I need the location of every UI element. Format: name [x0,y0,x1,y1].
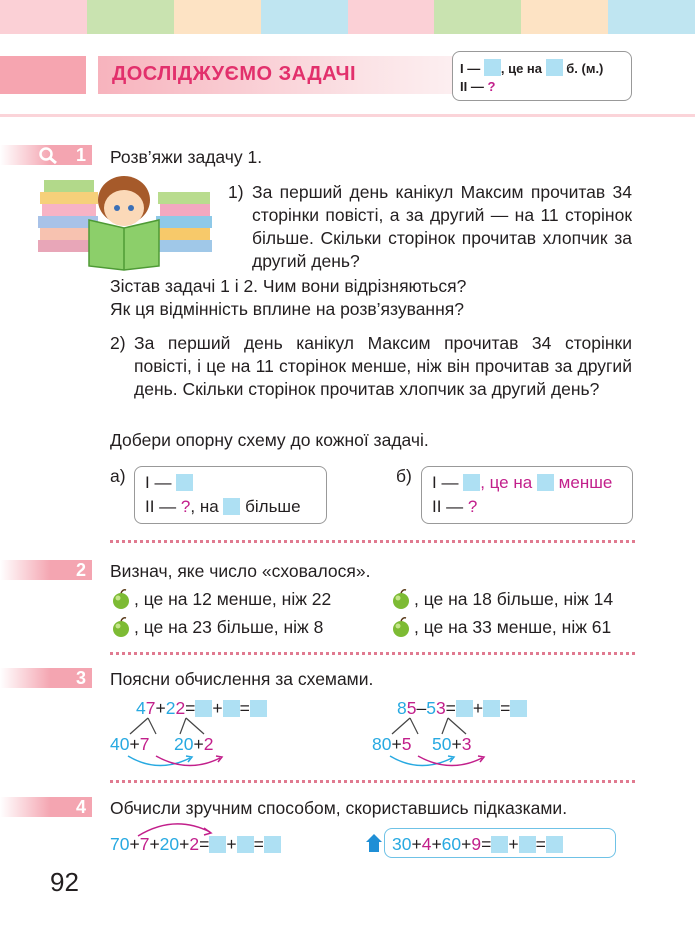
section-divider [110,780,635,783]
blank-box [250,700,267,717]
schema-text: , на [190,497,219,516]
blank-box [546,59,563,76]
blank-box [176,474,193,491]
task2-intro: Визнач, яке число «сховалося». [110,561,371,581]
task2-item: , це на 23 більше, ніж 8 [110,616,323,639]
blank-box [237,836,254,853]
schema-text: ІІ — [432,497,464,516]
blank-box [491,836,508,853]
task-number-3: 3 [0,668,92,688]
task4-left-expression: 70+7+20+2= + = [110,834,281,855]
problem1-text: За перший день канікул Максим прочитав 34 сторінки повісті, а за другий — на 11 сторінок більше. Скільки сторінок прочитав хлопчик за другий день? [252,182,632,271]
schema-text: менше [558,473,613,492]
problem1-number: 1) [228,182,244,202]
decomposition-parts: 40+7 [110,734,150,754]
task-number-4: 4 [0,797,92,817]
schema-a-label: а) [110,466,126,486]
header-divider [0,114,695,117]
task2-item: , це на 12 менше, ніж 22 [110,588,331,611]
decomposition-parts: 20+2 [174,734,214,754]
compare-question-2: Як ця відмінність вплине на розв’язування? [110,299,464,319]
task3-intro: Поясни обчислення за схемами. [110,669,374,689]
problem2-text: За перший день канікул Максим прочитав 34 сторінки повісті, і це на 11 сторінок менше, ніж він прочитав за другий день. Скільки сторінок прочитав хлопчик за другий день? [134,333,632,399]
house-icon [364,832,384,854]
task4-intro: Обчисли зручним способом, скориставшись підказками. [110,798,568,818]
section-divider [110,652,635,655]
page-title: ДОСЛІДЖУЄМО ЗАДАЧІ [112,63,357,85]
task-number-2: 2 [0,560,92,580]
header-tab [0,56,86,94]
blank-box [519,836,536,853]
blank-box [195,700,212,717]
blank-box [510,700,527,717]
blank-box [483,700,500,717]
blank-box [223,700,240,717]
blank-box [546,836,563,853]
task-number-1: 1 [0,145,92,165]
legend-text: б. (м.) [566,61,604,76]
magnifier-icon [38,146,60,164]
apple-icon [110,617,132,637]
legend-text: І — [460,61,481,76]
schema-text: більше [245,497,301,516]
blank-box [209,836,226,853]
page-number: 92 [50,867,79,897]
task2-item: , це на 33 менше, ніж 61 [390,616,611,639]
apple-icon [390,589,412,609]
blank-box [463,474,480,491]
task1-intro: Розв’яжи задачу 1. [110,147,263,167]
blank-box [264,836,281,853]
schema-text: І — [145,473,172,492]
apple-icon [390,617,412,637]
section-divider [110,540,635,543]
schema-question: ? [180,497,191,516]
problem2-number: 2) [110,333,126,353]
schema-b-box [421,466,633,524]
schema-a-box [134,466,327,524]
schema-text: ІІ — [145,497,177,516]
decomposition-parts: 80+5 [372,734,412,754]
blank-box [484,59,501,76]
task4-right-expression: 30+4+60+9= + = [392,834,563,855]
schema-text: , це на [480,473,533,492]
apple-icon [110,589,132,609]
blank-box [537,474,554,491]
blank-box [456,700,473,717]
compare-question: Зістав задачі 1 і 2. Чим вони відрізняються? [110,276,467,296]
decomposition-parts: 50+3 [432,734,472,754]
legend-question: ? [487,79,496,94]
task2-item: , це на 18 більше, ніж 14 [390,588,613,611]
decomposition-expression: 85–53= + = [397,698,527,719]
top-color-strip [0,0,695,34]
legend-text: ІІ — [460,79,484,94]
schema-question: ? [467,497,478,516]
schema-text: І — [432,473,459,492]
boy-reading-illustration [34,170,214,272]
decomposition-expression: 47+22= + = [136,698,267,719]
blank-box [223,498,240,515]
legend-box [452,51,632,101]
schema-b-label: б) [396,466,412,486]
choose-scheme: Добери опорну схему до кожної задачі. [110,430,429,450]
legend-text: , це на [500,61,542,76]
